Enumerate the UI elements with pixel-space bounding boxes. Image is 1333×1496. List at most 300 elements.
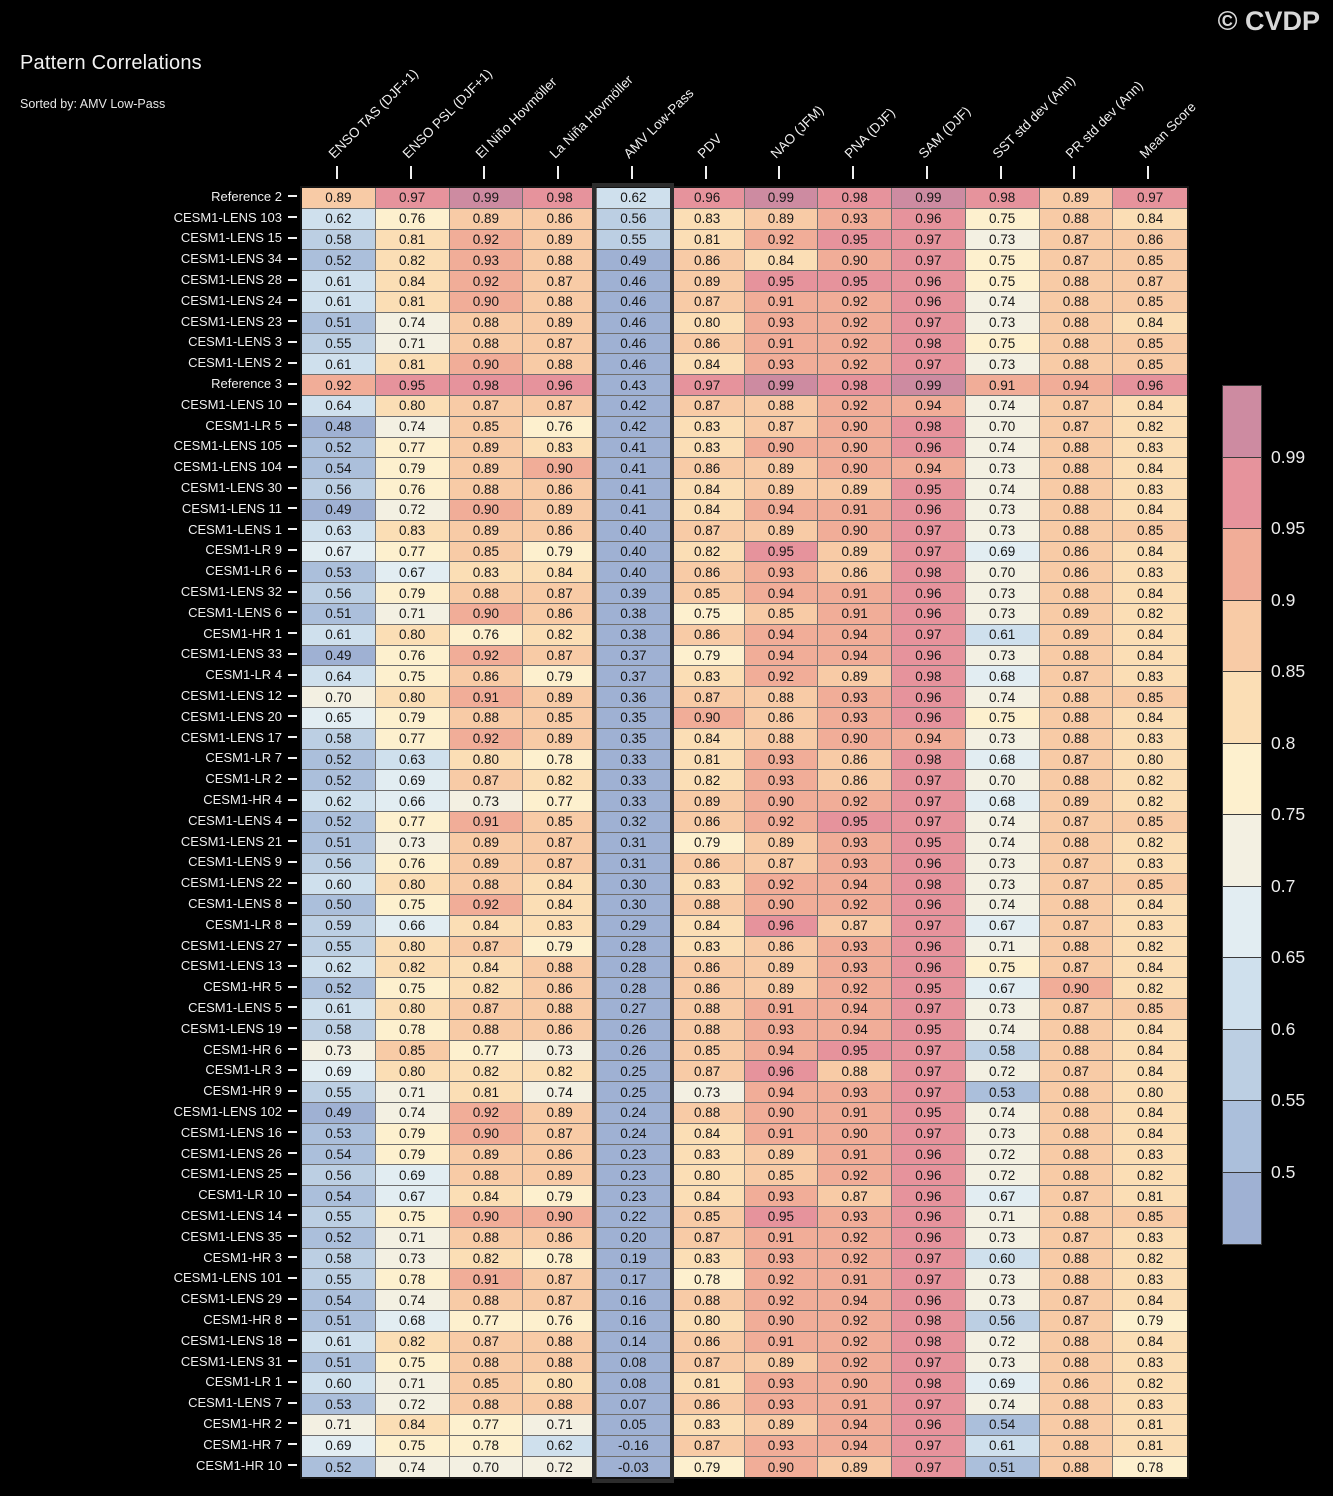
heatmap-cell: 0.90 — [818, 521, 892, 542]
heatmap-cell: 0.75 — [376, 1436, 450, 1457]
row-tick — [288, 403, 297, 405]
heatmap-cell: 0.96 — [892, 937, 966, 958]
heatmap-cell: 0.90 — [818, 1373, 892, 1394]
heatmap-cell: 0.83 — [671, 1249, 745, 1270]
heatmap-cell: 0.67 — [302, 542, 376, 563]
heatmap-cell: 0.49 — [302, 1103, 376, 1124]
heatmap-cell: 0.90 — [818, 417, 892, 438]
heatmap-cell: 0.16 — [597, 1311, 671, 1332]
heatmap-cell: 0.88 — [1040, 1124, 1114, 1145]
heatmap-cell: 0.93 — [745, 1020, 819, 1041]
heatmap-cell: 0.95 — [892, 1020, 966, 1041]
heatmap-cell: 0.86 — [745, 937, 819, 958]
heatmap-cell: 0.93 — [745, 750, 819, 771]
heatmap-cell: 0.85 — [745, 1165, 819, 1186]
heatmap-cell: 0.85 — [1113, 999, 1187, 1020]
row-tick — [288, 1173, 297, 1175]
heatmap-cell: 0.68 — [966, 750, 1040, 771]
heatmap-cell: 0.74 — [376, 1457, 450, 1478]
heatmap-cell: 0.77 — [450, 1415, 524, 1436]
heatmap-cell: 0.88 — [1040, 937, 1114, 958]
heatmap-cell: 0.94 — [892, 458, 966, 479]
heatmap-cell: 0.82 — [450, 1249, 524, 1270]
heatmap-cell: 0.07 — [597, 1394, 671, 1415]
heatmap-cell: 0.82 — [1113, 937, 1187, 958]
heatmap-cell: 0.81 — [376, 292, 450, 313]
heatmap-cell: 0.90 — [818, 250, 892, 271]
heatmap-cell: 0.31 — [597, 854, 671, 875]
heatmap-cell: 0.53 — [302, 1124, 376, 1145]
heatmap-cell: 0.29 — [597, 916, 671, 937]
heatmap-cell: 0.30 — [597, 895, 671, 916]
heatmap-cell: 0.85 — [1113, 250, 1187, 271]
heatmap-cell: 0.67 — [376, 1186, 450, 1207]
heatmap-cell: 0.90 — [1040, 978, 1114, 999]
column-tick — [631, 166, 633, 179]
row-tick — [288, 632, 297, 634]
heatmap-cell: 0.80 — [671, 313, 745, 334]
row-tick — [288, 1402, 297, 1404]
heatmap-cell: 0.86 — [671, 854, 745, 875]
heatmap-cell: 0.89 — [745, 521, 819, 542]
heatmap-cell: 0.94 — [818, 1436, 892, 1457]
heatmap-cell: 0.74 — [376, 417, 450, 438]
heatmap-cell: 0.95 — [892, 479, 966, 500]
heatmap-cell: 0.82 — [1113, 791, 1187, 812]
row-label: CESM1-LENS 4 — [188, 812, 282, 828]
heatmap-cell: 0.82 — [1113, 833, 1187, 854]
heatmap-cell: 0.90 — [450, 354, 524, 375]
heatmap-cell: 0.35 — [597, 729, 671, 750]
heatmap-cell: 0.97 — [892, 1436, 966, 1457]
heatmap-cell: 0.91 — [450, 687, 524, 708]
heatmap-cell: 0.41 — [597, 458, 671, 479]
row-label: CESM1-HR 3 — [203, 1249, 282, 1265]
heatmap-cell: 0.87 — [671, 687, 745, 708]
heatmap-cell: 0.73 — [966, 1228, 1040, 1249]
heatmap-cell: 0.90 — [450, 604, 524, 625]
heatmap-cell: 0.87 — [671, 1436, 745, 1457]
row-label: CESM1-LENS 24 — [180, 292, 282, 308]
heatmap-cell: 0.97 — [892, 230, 966, 251]
heatmap-cell: 0.61 — [302, 999, 376, 1020]
heatmap-cell: 0.56 — [302, 854, 376, 875]
heatmap-cell: 0.77 — [376, 729, 450, 750]
heatmap-cell: 0.92 — [818, 978, 892, 999]
heatmap-cell: 0.87 — [1040, 1186, 1114, 1207]
colorbar — [1222, 385, 1262, 1245]
heatmap-cell: 0.92 — [450, 646, 524, 667]
heatmap-cell: 0.84 — [450, 1186, 524, 1207]
heatmap-cell: 0.88 — [1040, 1082, 1114, 1103]
row-tick — [288, 1256, 297, 1258]
heatmap-cell: 0.99 — [745, 188, 819, 209]
heatmap-cell: 0.84 — [671, 479, 745, 500]
heatmap-cell: 0.98 — [892, 417, 966, 438]
row-tick — [288, 528, 297, 530]
heatmap-cell: 0.38 — [597, 604, 671, 625]
heatmap-cell: 0.79 — [671, 646, 745, 667]
heatmap-cell: 0.97 — [892, 1394, 966, 1415]
heatmap-cell: 0.74 — [966, 895, 1040, 916]
heatmap-cell: 0.61 — [966, 625, 1040, 646]
heatmap-cell: 0.58 — [302, 1020, 376, 1041]
heatmap-cell: 0.93 — [818, 833, 892, 854]
heatmap-cell: 0.86 — [671, 812, 745, 833]
heatmap-cell: 0.55 — [302, 1207, 376, 1228]
heatmap-cell: 0.98 — [892, 666, 966, 687]
heatmap-cell: 0.54 — [966, 1415, 1040, 1436]
row-tick — [288, 799, 297, 801]
row-label: CESM1-LR 7 — [205, 750, 282, 766]
heatmap-cell: 0.93 — [745, 1249, 819, 1270]
heatmap-cell: 0.83 — [1113, 562, 1187, 583]
heatmap-cell: 0.58 — [302, 1249, 376, 1270]
heatmap-cell: 0.96 — [745, 916, 819, 937]
heatmap-cell: 0.85 — [671, 1207, 745, 1228]
colorbar-tick-label: 0.75 — [1271, 804, 1306, 824]
heatmap-cell: 0.87 — [1040, 854, 1114, 875]
heatmap-cell: 0.62 — [302, 209, 376, 230]
heatmap-cell: 0.93 — [818, 209, 892, 230]
colorbar-segment — [1223, 672, 1261, 744]
heatmap-cell: 0.28 — [597, 937, 671, 958]
heatmap-cell: 0.87 — [450, 999, 524, 1020]
heatmap-cell: 0.86 — [671, 458, 745, 479]
heatmap-cell: 0.74 — [966, 812, 1040, 833]
heatmap-cell: 0.53 — [302, 562, 376, 583]
heatmap-cell: 0.76 — [376, 479, 450, 500]
heatmap-cell: 0.26 — [597, 1020, 671, 1041]
heatmap-cell: 0.79 — [523, 1186, 597, 1207]
row-label: CESM1-HR 7 — [203, 1436, 282, 1452]
row-label: CESM1-LENS 13 — [180, 958, 282, 974]
heatmap-cell: 0.80 — [376, 874, 450, 895]
heatmap-cell: 0.92 — [818, 292, 892, 313]
heatmap-cell: 0.77 — [450, 1041, 524, 1062]
row-tick — [288, 1069, 297, 1071]
heatmap-cell: 0.66 — [376, 916, 450, 937]
heatmap-cell: 0.64 — [302, 666, 376, 687]
heatmap-cell: 0.73 — [966, 874, 1040, 895]
heatmap-cell: 0.97 — [892, 1249, 966, 1270]
heatmap-cell: 0.81 — [376, 230, 450, 251]
heatmap-cell: 0.88 — [1040, 708, 1114, 729]
column-tick — [1073, 166, 1075, 179]
heatmap-cell: 0.75 — [966, 250, 1040, 271]
heatmap-cell: 0.89 — [745, 1415, 819, 1436]
heatmap-cell: 0.88 — [450, 583, 524, 604]
heatmap-cell: 0.69 — [302, 1061, 376, 1082]
row-label: CESM1-LENS 15 — [180, 230, 282, 246]
heatmap-cell: 0.87 — [523, 583, 597, 604]
heatmap-cell: 0.37 — [597, 666, 671, 687]
row-label: CESM1-LR 10 — [198, 1187, 282, 1203]
heatmap-cell: 0.90 — [818, 458, 892, 479]
heatmap-cell: 0.86 — [523, 209, 597, 230]
heatmap-cell: 0.88 — [1040, 1145, 1114, 1166]
heatmap-cell: 0.88 — [523, 1394, 597, 1415]
heatmap-cell: 0.96 — [523, 375, 597, 396]
heatmap-cell: 0.28 — [597, 957, 671, 978]
row-tick — [288, 861, 297, 863]
heatmap-cell: 0.72 — [523, 1457, 597, 1478]
heatmap-cell: 0.73 — [302, 1041, 376, 1062]
heatmap-cell: 0.87 — [523, 1269, 597, 1290]
colorbar-tick-label: 0.8 — [1271, 732, 1296, 753]
heatmap-cell: 0.88 — [1040, 770, 1114, 791]
row-label: CESM1-LR 8 — [205, 916, 282, 932]
heatmap-cell: 0.85 — [450, 1373, 524, 1394]
heatmap-cell: 0.82 — [523, 770, 597, 791]
heatmap-cell: 0.94 — [745, 500, 819, 521]
heatmap-cell: 0.87 — [671, 521, 745, 542]
heatmap-cell: 0.70 — [966, 417, 1040, 438]
heatmap-cell: 0.52 — [302, 438, 376, 459]
heatmap-cell: 0.82 — [376, 1332, 450, 1353]
heatmap-cell: 0.77 — [376, 542, 450, 563]
heatmap-cell: 0.97 — [892, 791, 966, 812]
heatmap-cell: 0.55 — [302, 937, 376, 958]
heatmap-cell: 0.73 — [966, 354, 1040, 375]
heatmap-cell: 0.38 — [597, 625, 671, 646]
row-label: CESM1-HR 9 — [203, 1083, 282, 1099]
heatmap-cell: 0.97 — [376, 188, 450, 209]
heatmap-cell: 0.98 — [450, 375, 524, 396]
heatmap-cell: 0.23 — [597, 1145, 671, 1166]
heatmap-cell: 0.89 — [1040, 625, 1114, 646]
page-title: Pattern Correlations — [20, 52, 202, 74]
row-tick — [288, 1464, 297, 1466]
heatmap-cell: 0.62 — [523, 1436, 597, 1457]
heatmap-cell: 0.89 — [671, 791, 745, 812]
heatmap-cell: 0.74 — [966, 292, 1040, 313]
heatmap-cell: 0.59 — [302, 916, 376, 937]
heatmap-cell: 0.22 — [597, 1207, 671, 1228]
colorbar-segment — [1223, 601, 1261, 673]
heatmap-cell: 0.90 — [745, 1311, 819, 1332]
heatmap-cell: 0.69 — [966, 542, 1040, 563]
heatmap-cell: 0.91 — [450, 1269, 524, 1290]
heatmap-cell: 0.89 — [523, 500, 597, 521]
heatmap-cell: 0.73 — [966, 1290, 1040, 1311]
heatmap-cell: 0.99 — [745, 375, 819, 396]
heatmap-cell: 0.83 — [1113, 438, 1187, 459]
heatmap-cell: 0.84 — [1113, 500, 1187, 521]
heatmap-cell: 0.51 — [302, 313, 376, 334]
heatmap-cell: 0.61 — [302, 1332, 376, 1353]
column-header: ENSO TAS (DJF+1) — [325, 65, 421, 162]
heatmap-cell: 0.76 — [376, 646, 450, 667]
heatmap-cell: 0.95 — [818, 230, 892, 251]
row-tick — [288, 1110, 297, 1112]
heatmap-cell: 0.74 — [966, 687, 1040, 708]
heatmap-cell: 0.86 — [1113, 230, 1187, 251]
heatmap-cell: 0.73 — [966, 729, 1040, 750]
heatmap-cell: 0.89 — [745, 479, 819, 500]
heatmap-cell: 0.98 — [892, 562, 966, 583]
row-tick — [288, 1027, 297, 1029]
heatmap-cell: 0.62 — [302, 957, 376, 978]
row-tick — [288, 1443, 297, 1445]
heatmap-cell: 0.87 — [523, 396, 597, 417]
heatmap-cell: 0.88 — [1040, 646, 1114, 667]
heatmap-cell: 0.85 — [1113, 874, 1187, 895]
heatmap-cell: 0.88 — [1040, 313, 1114, 334]
heatmap-cell: 0.95 — [818, 812, 892, 833]
heatmap-cell: 0.79 — [523, 666, 597, 687]
heatmap-cell: 0.99 — [892, 188, 966, 209]
heatmap-cell: 0.84 — [1113, 1103, 1187, 1124]
heatmap-cell: 0.87 — [523, 334, 597, 355]
heatmap-cell: 0.96 — [892, 583, 966, 604]
heatmap-cell: 0.93 — [745, 313, 819, 334]
heatmap-cell: 0.96 — [892, 708, 966, 729]
heatmap-cell: 0.50 — [302, 895, 376, 916]
heatmap-cell: 0.73 — [966, 604, 1040, 625]
heatmap-cell: 0.71 — [376, 1228, 450, 1249]
heatmap-cell: 0.86 — [1040, 562, 1114, 583]
heatmap-cell: 0.70 — [966, 770, 1040, 791]
heatmap-cell: 0.73 — [450, 791, 524, 812]
heatmap-cell: 0.93 — [818, 708, 892, 729]
heatmap-cell: -0.16 — [597, 1436, 671, 1457]
column-tick — [410, 166, 412, 179]
heatmap-cell: 0.88 — [523, 292, 597, 313]
row-label: CESM1-LENS 105 — [173, 438, 282, 454]
heatmap-cell: 0.92 — [745, 1290, 819, 1311]
heatmap-cell: 0.85 — [523, 708, 597, 729]
heatmap-cell: 0.84 — [450, 916, 524, 937]
heatmap-cell: 0.37 — [597, 646, 671, 667]
heatmap-cell: 0.87 — [1040, 250, 1114, 271]
heatmap-cell: 0.67 — [966, 1186, 1040, 1207]
heatmap-cell: 0.43 — [597, 375, 671, 396]
heatmap-cell: 0.80 — [376, 1061, 450, 1082]
heatmap-cell: 0.86 — [818, 750, 892, 771]
heatmap-cell: 0.94 — [892, 396, 966, 417]
heatmap-cell: 0.96 — [892, 1228, 966, 1249]
heatmap-cell: 0.61 — [302, 354, 376, 375]
heatmap-cell: 0.87 — [523, 1290, 597, 1311]
row-label: CESM1-LENS 2 — [188, 355, 282, 371]
colorbar-segment — [1223, 386, 1261, 458]
heatmap-cell: 0.94 — [818, 646, 892, 667]
heatmap-cell: 0.89 — [1040, 188, 1114, 209]
heatmap-cell: 0.84 — [1113, 1124, 1187, 1145]
row-label: CESM1-LR 4 — [205, 667, 282, 683]
heatmap-cell: 0.60 — [966, 1249, 1040, 1270]
heatmap-cell: 0.90 — [745, 791, 819, 812]
colorbar-segment — [1223, 458, 1261, 530]
heatmap-cell: 0.62 — [302, 791, 376, 812]
heatmap-cell: 0.88 — [450, 1020, 524, 1041]
heatmap-cell: 0.82 — [1113, 604, 1187, 625]
heatmap-cell: 0.90 — [745, 1103, 819, 1124]
heatmap-cell: 0.88 — [1040, 583, 1114, 604]
heatmap-cell: 0.49 — [302, 500, 376, 521]
heatmap-cell: 0.75 — [966, 708, 1040, 729]
heatmap-cell: 0.97 — [892, 812, 966, 833]
heatmap-cell: 0.89 — [745, 978, 819, 999]
heatmap-cell: 0.95 — [818, 1041, 892, 1062]
heatmap-cell: 0.84 — [1113, 1020, 1187, 1041]
heatmap-cell: 0.87 — [671, 1061, 745, 1082]
heatmap-cell: 0.83 — [671, 209, 745, 230]
heatmap-cell: 0.95 — [745, 271, 819, 292]
heatmap-cell: 0.88 — [450, 313, 524, 334]
heatmap-cell: 0.88 — [523, 999, 597, 1020]
heatmap-cell: 0.80 — [376, 999, 450, 1020]
heatmap-cell: 0.96 — [892, 604, 966, 625]
heatmap-cell: 0.73 — [966, 646, 1040, 667]
heatmap-cell: 0.56 — [302, 1165, 376, 1186]
row-label: CESM1-LR 9 — [205, 542, 282, 558]
heatmap-cell: 0.86 — [523, 978, 597, 999]
heatmap-cell: 0.86 — [818, 770, 892, 791]
heatmap-cell: 0.95 — [745, 1207, 819, 1228]
heatmap-cell: 0.96 — [892, 500, 966, 521]
row-tick — [288, 1318, 297, 1320]
heatmap-cell: 0.74 — [376, 313, 450, 334]
heatmap-cell: 0.92 — [818, 1332, 892, 1353]
heatmap-cell: 0.92 — [818, 334, 892, 355]
heatmap-cell: 0.49 — [302, 646, 376, 667]
heatmap-cell: 0.83 — [1113, 479, 1187, 500]
row-label: CESM1-LENS 22 — [180, 875, 282, 891]
heatmap-cell: 0.67 — [966, 978, 1040, 999]
row-label: CESM1-LR 2 — [205, 771, 282, 787]
heatmap-cell: 0.84 — [523, 874, 597, 895]
row-label: CESM1-LR 1 — [205, 1374, 282, 1390]
heatmap-cell: 0.36 — [597, 687, 671, 708]
heatmap-cell: 0.84 — [1113, 957, 1187, 978]
heatmap-cell: 0.84 — [1113, 1290, 1187, 1311]
heatmap-cell: 0.73 — [966, 854, 1040, 875]
heatmap-cell: 0.86 — [671, 562, 745, 583]
heatmap-cell: 0.92 — [818, 313, 892, 334]
heatmap-cell: 0.87 — [1040, 1290, 1114, 1311]
row-tick — [288, 507, 297, 509]
heatmap-cell: 0.88 — [450, 1228, 524, 1249]
row-label: CESM1-LENS 16 — [180, 1124, 282, 1140]
heatmap-cell: 0.90 — [523, 458, 597, 479]
heatmap-cell: 0.89 — [745, 458, 819, 479]
heatmap-cell: 0.87 — [818, 916, 892, 937]
heatmap-cell: 0.96 — [892, 438, 966, 459]
row-tick — [288, 320, 297, 322]
heatmap-cell: 0.93 — [745, 770, 819, 791]
row-label: CESM1-LENS 14 — [180, 1207, 282, 1223]
row-tick — [288, 424, 297, 426]
heatmap-cell: 0.82 — [1113, 417, 1187, 438]
heatmap-cell: 0.89 — [818, 666, 892, 687]
heatmap-cell: 0.68 — [966, 791, 1040, 812]
colorbar-tick-label: 0.6 — [1271, 1018, 1296, 1039]
heatmap-cell: 0.92 — [745, 230, 819, 251]
heatmap-cell: 0.54 — [302, 458, 376, 479]
heatmap-cell: 0.83 — [1113, 1269, 1187, 1290]
row-tick — [288, 1194, 297, 1196]
heatmap-cell: 0.80 — [671, 1311, 745, 1332]
heatmap-cell: 0.40 — [597, 542, 671, 563]
row-label: CESM1-LENS 19 — [180, 1020, 282, 1036]
heatmap-cell: 0.40 — [597, 562, 671, 583]
heatmap-cell: 0.69 — [376, 1165, 450, 1186]
heatmap-cell: 0.27 — [597, 999, 671, 1020]
heatmap-cell: 0.73 — [966, 1353, 1040, 1374]
heatmap-cell: 0.88 — [450, 479, 524, 500]
